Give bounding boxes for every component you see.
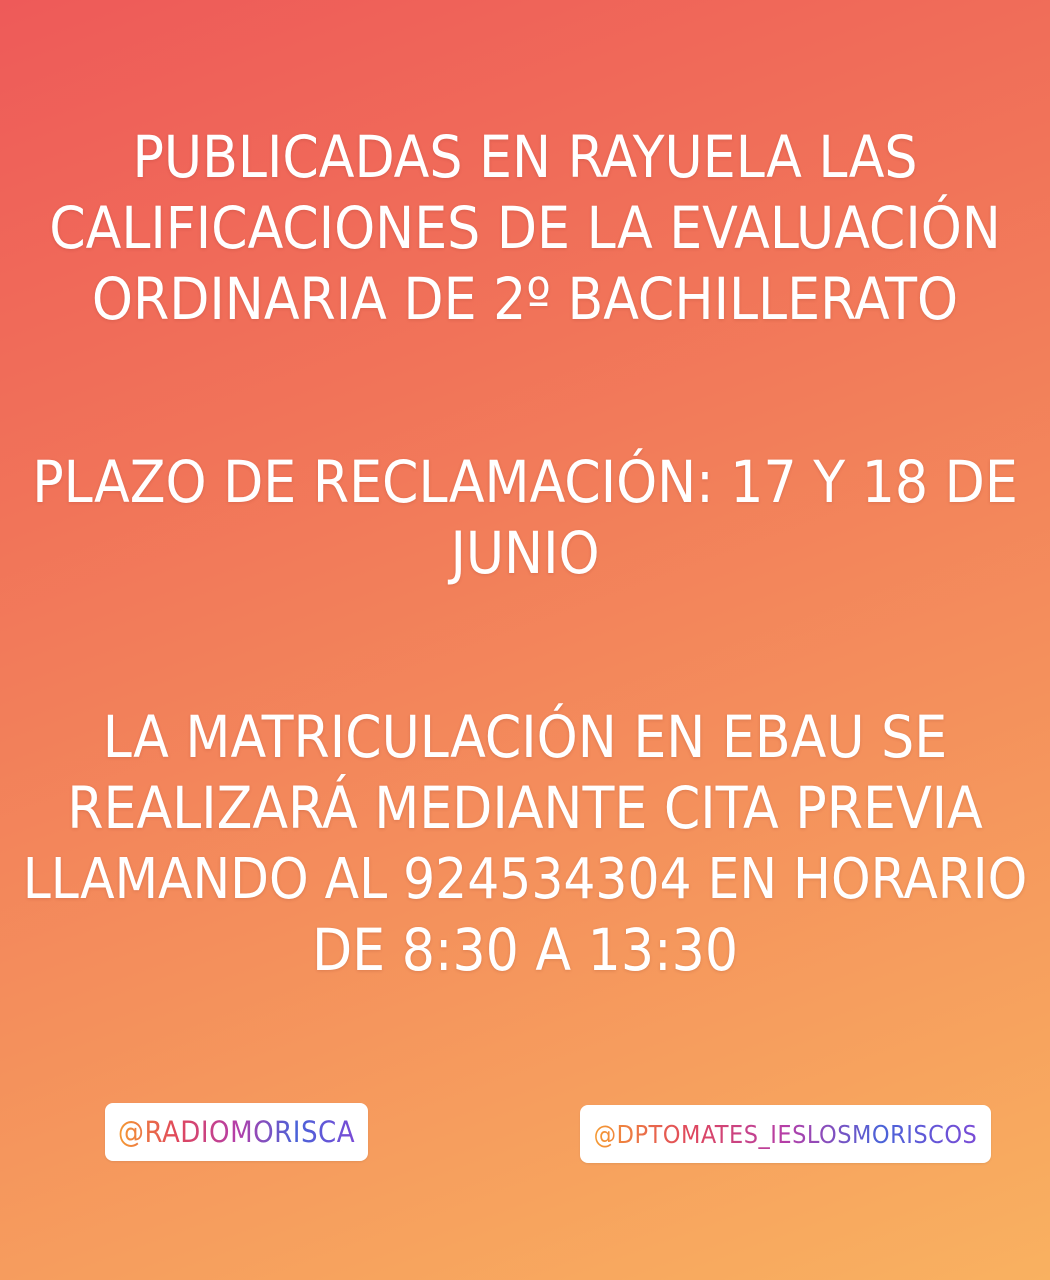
text-line: REALIZARÁ MEDIANTE CITA PREVIA [67,774,983,842]
text-line: DE 8:30 A 13:30 [311,916,739,984]
text-line: ORDINARIA DE 2º BACHILLERATO [91,265,959,333]
text-line: PUBLICADAS EN RAYUELA LAS [132,123,918,191]
text-line: CALIFICACIONES DE LA EVALUACIÓN [49,194,1001,262]
mention-sticker-radiomorisca[interactable] [105,1103,368,1161]
mention-sticker-dptomates[interactable] [580,1105,991,1163]
text-line: LLAMANDO AL 924534304 EN HORARIO [22,847,1028,912]
text-line: JUNIO [450,519,600,587]
announcement-grades [20,122,1030,335]
mention-label: @DPTOMATES_IESLOSMORISCOS [593,1119,978,1149]
text-line: PLAZO DE RECLAMACIÓN: 17 Y 18 DE [32,448,1018,516]
text-line: LA MATRICULACIÓN EN EBAU SE [102,703,948,771]
announcement-claim-period [20,447,1030,589]
mention-label: @RADIOMORISCA [117,1115,356,1149]
announcement-enrollment [20,702,1030,986]
